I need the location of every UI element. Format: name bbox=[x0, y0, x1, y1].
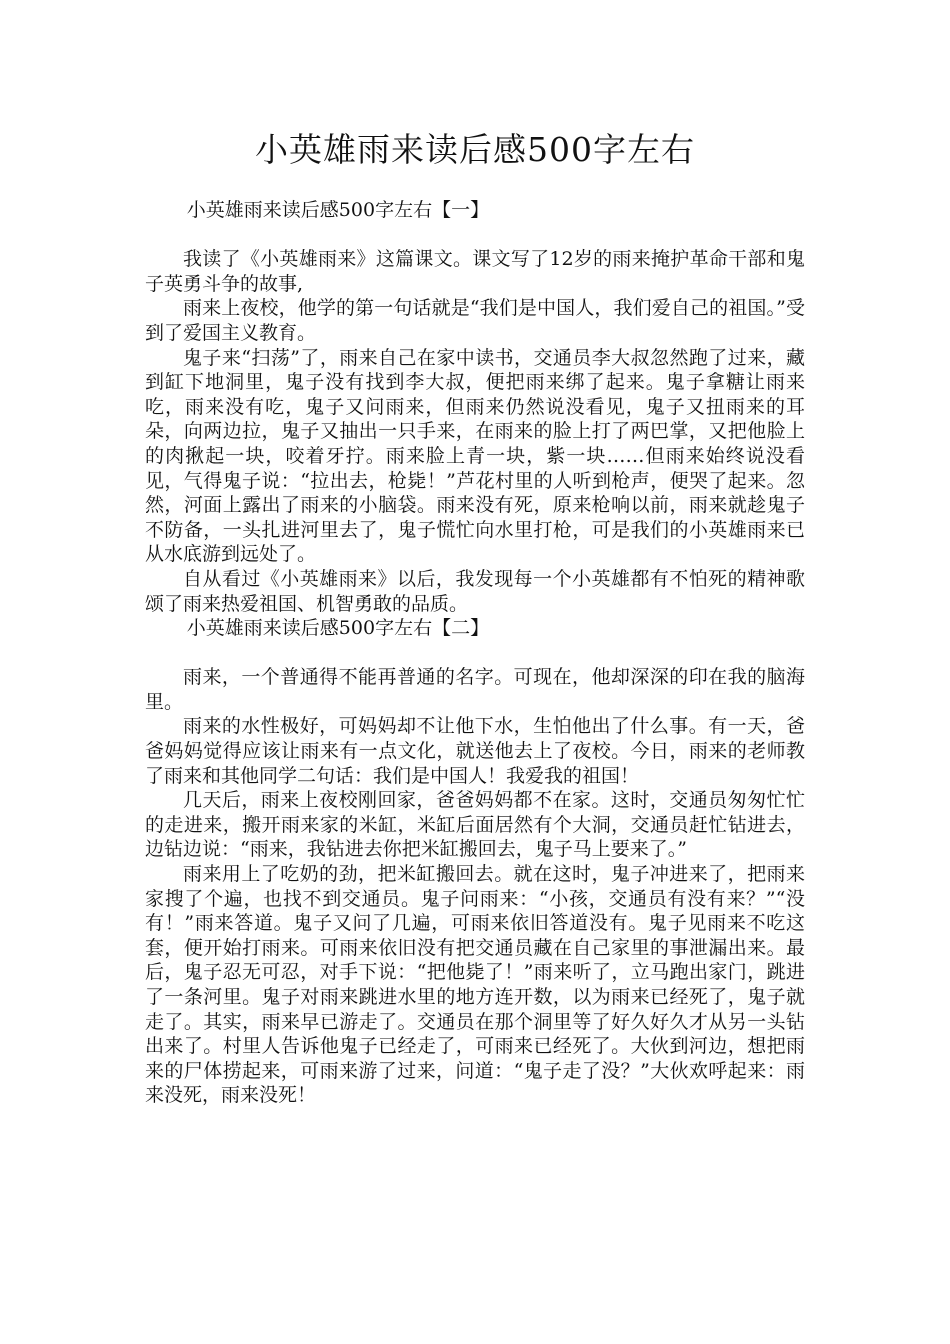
document-body bbox=[145, 198, 805, 1108]
document-page bbox=[145, 0, 805, 1344]
section-2-heading: 小英雄雨来读后感500字左右【二】 bbox=[186, 617, 490, 640]
paragraph: 几天后，雨来上夜校刚回家，爸爸妈妈都不在家。这时，交通员匆匆忙忙的走进来，搬开雨来家的米缸，米缸后面居然有个大洞，交通员赶忙钻进去，边钻边说：“雨来，我钻进去你把米缸搬回去，鬼子马上要来了。” bbox=[145, 789, 805, 861]
paragraph: 雨来用上了吃奶的劲，把米缸搬回去。就在这时，鬼子冲进来了，把雨来家搜了个遍，也找不到交通员。鬼子问雨来：“小孩，交通员有没有来？”“没有！”雨来答道。鬼子又问了几遍，可雨来依旧答道没有。鬼子见雨来不吃这套，便开始打雨来。可雨来依旧没有把交通员藏在自己家里的事泄漏出来。最后，鬼子忍无可忍，对手下说：“把他毙了！”雨来听了，立马跑出家门，跳进了一条河里。鬼子对雨来跳进水里的地方连开数，以为雨来已经死了，鬼子就走了。其实，雨来早已游走了。交通员在那个洞里等了好久好久才从另一头钻出来了。村里人告诉他鬼子已经走了，可雨来已经死了。大伙到河边，想把雨来的尸体捞起来，可雨来游了过来，问道：“鬼子走了没？”大伙欢呼起来：雨来没死，雨来没死！ bbox=[145, 863, 805, 1107]
section-1-heading: 小英雄雨来读后感500字左右【一】 bbox=[186, 199, 490, 221]
paragraph: 鬼子来“扫荡”了，雨来自己在家中读书，交通员李大叔忽然跑了过来，藏到缸下地洞里，鬼子没有找到李大叔，便把雨来绑了起来。鬼子拿糖让雨来吃，雨来没有吃，鬼子又问雨来，但雨来仍然说没看见，鬼子又扭雨来的耳朵，向两边拉，鬼子又抽出一只手来，在雨来的脸上打了两巴掌，又把他脸上的肉揪起一块，咬着牙拧。雨来脸上青一块，紫一块……但雨来始终说没看见，气得鬼子说：“拉出去，枪毙！”芦花村里的人听到枪声，便哭了起来。忽然，河面上露出了雨来的小脑袋。雨来没有死，原来枪响以前，雨来就趁鬼子不防备，一头扎进河里去了，鬼子慌忙向水里打枪，可是我们的小英雄雨来已从水底游到远处了。 bbox=[145, 346, 805, 566]
blank-line bbox=[145, 641, 805, 666]
paragraph: 雨来，一个普通得不能再普通的名字。可现在，他却深深的印在我的脑海里。 bbox=[145, 666, 805, 713]
paragraph: 雨来的水性极好，可妈妈却不让他下水，生怕他出了什么事。有一天，爸爸妈妈觉得应该让雨来有一点文化，就送他去上了夜校。今日，雨来的老师教了雨来和其他同学二句话：我们是中国人！我爱我的祖国！ bbox=[145, 715, 805, 787]
paragraph: 我读了《小英雄雨来》这篇课文。课文写了12岁的雨来掩护革命干部和鬼子英勇斗争的故事, bbox=[145, 248, 805, 295]
blank-line bbox=[145, 223, 805, 248]
paragraph: 自从看过《小英雄雨来》以后，我发现每一个小英雄都有不怕死的精神歌颂了雨来热爱祖国、机智勇敢的品质。 bbox=[145, 567, 805, 615]
document-title: 小英雄雨来读后感500字左右 bbox=[255, 130, 695, 169]
paragraph: 雨来上夜校，他学的第一句话就是“我们是中国人，我们爱自己的祖国。”受到了爱国主义教育。 bbox=[145, 297, 805, 344]
